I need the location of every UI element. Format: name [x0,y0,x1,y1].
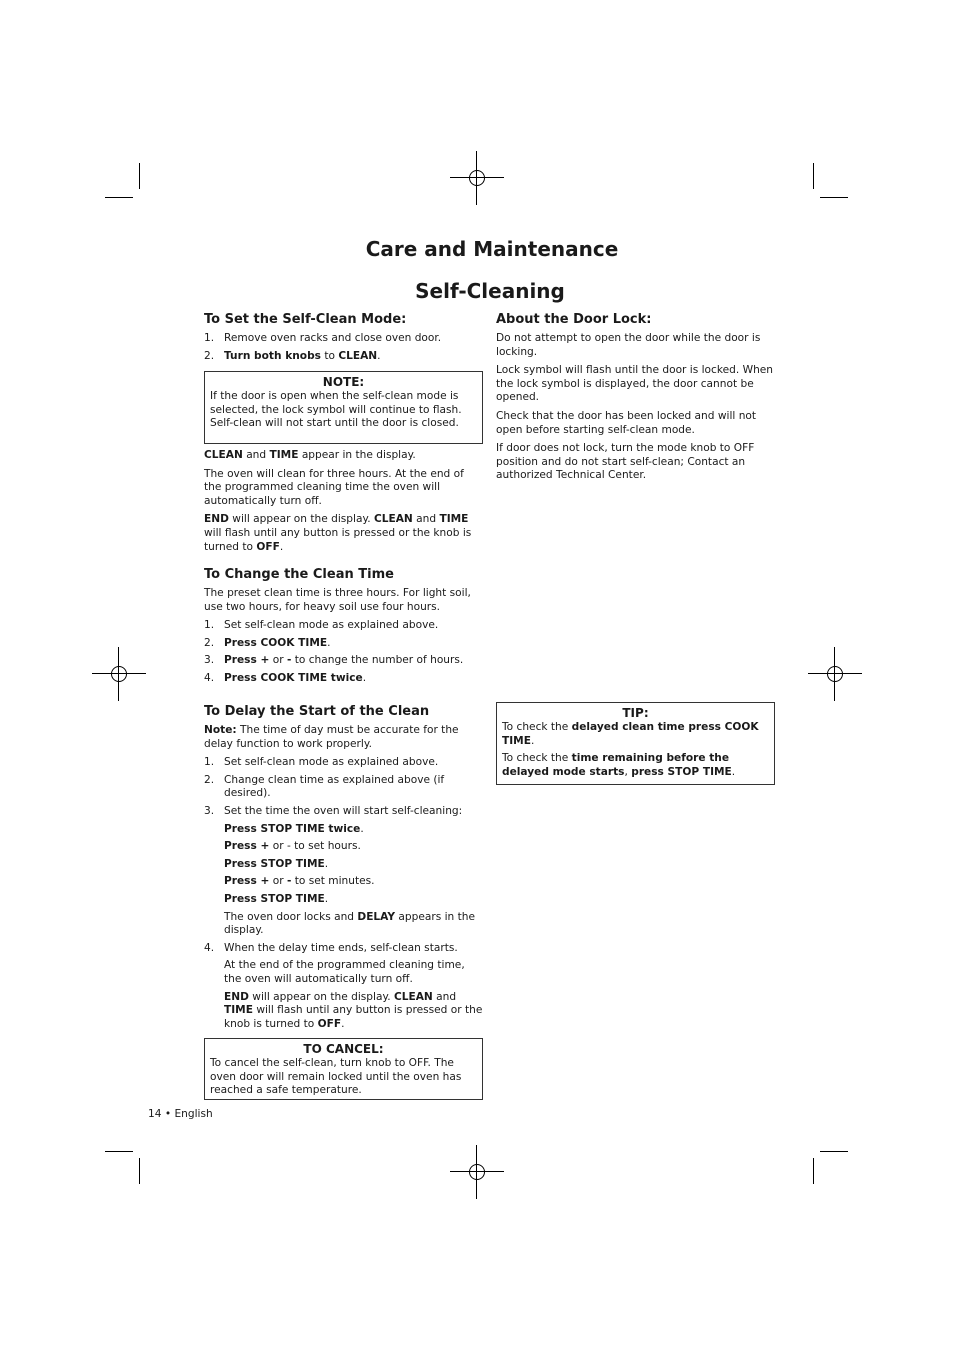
paragraph: Lock symbol will flash until the door is locked. When the lock symbol is displayed, the door cannot be opened. [496,364,774,404]
list-item: 2. Turn both knobs to CLEAN. [204,349,381,362]
list-item: 1. Set self-clean mode as explained above. [204,619,439,632]
registration-mark-left [92,647,146,701]
crop-mark [139,1158,140,1184]
crop-mark [820,197,848,198]
paragraph: Check that the door has been locked and will not open before starting self-clean mode. [496,409,757,436]
paragraph: END will appear on the display. CLEAN and TIME will flash until any button is pressed or the knob is turned to OFF. [204,513,472,553]
paragraph: If door does not lock, turn the mode knob to OFF position and do not start self-clean; Contact an authorized Technical Center. [496,442,755,482]
paragraph: Note: The time of day must be accurate for the delay function to work properly. [204,724,459,750]
registration-mark-top [450,151,504,205]
crop-mark [105,197,133,198]
cancel-box [204,1038,483,1100]
cancel-text: To cancel the self-clean, turn knob to OFF. The oven door will remain locked until the oven has reached a safe temperature. [210,1057,462,1097]
paragraph: The oven will clean for three hours. At the end of the programmed cleaning time the oven will automatically turn off. [204,467,464,507]
sub-step: Press + or - to set minutes. [224,875,375,888]
list-item: 4. Press COOK TIME twice. [204,671,367,684]
sub-step: Press STOP TIME. [224,857,329,870]
registration-mark-bottom [450,1145,504,1199]
crop-mark [105,1151,133,1152]
registration-mark-right [808,647,862,701]
set-mode-section [204,311,484,367]
crop-mark [813,163,814,189]
page-footer: 14 • English [148,1108,213,1120]
crop-mark [820,1151,848,1152]
delay-section [204,703,484,1035]
crop-mark [813,1158,814,1184]
section-title: Self-Cleaning [415,279,565,303]
list-item: 2. Change clean time as explained above (if desired). [204,773,445,800]
list-item: 2. Press COOK TIME. [204,636,331,649]
set-mode-heading: To Set the Self-Clean Mode: [204,312,407,327]
cancel-title: TO CANCEL: [303,1042,384,1056]
paragraph: Do not attempt to open the door while the door is locking. [496,332,761,358]
tip-text: To check the time remaining before the delayed mode starts, press STOP TIME. [502,752,736,778]
tip-text: To check the delayed clean time press COOK TIME. [502,721,759,747]
note-box [204,371,483,444]
clean-info-section [204,449,484,559]
door-lock-section [496,311,774,488]
list-item: 1. Set self-clean mode as explained above. [204,756,439,769]
list-item: 1. Remove oven racks and close oven door. [204,332,442,344]
tip-box [496,702,775,785]
paragraph: CLEAN and TIME appear in the display. [204,449,416,461]
sub-step: At the end of the programmed cleaning time, the oven will automatically turn off. [224,959,465,985]
change-time-heading: To Change the Clean Time [204,567,394,582]
sub-step: The oven door locks and DELAY appears in the display. [224,910,476,937]
note-text: If the door is open when the self-clean mode is selected, the lock symbol will continue to flash. Self-clean will not start until the door is closed. [210,390,462,430]
list-item: 4. When the delay time ends, self-clean starts. [204,941,458,954]
change-time-section [204,566,484,690]
sub-step: Press STOP TIME. [224,892,329,905]
list-item: 3. Set the time the oven will start self-cleaning: [204,804,463,817]
sub-step: END will appear on the display. CLEAN and TIME will flash until any button is pressed or the knob is turned to OFF. [224,990,483,1030]
door-lock-heading: About the Door Lock: [496,312,652,327]
delay-heading: To Delay the Start of the Clean [204,704,430,719]
note-title: NOTE: [322,375,365,389]
page-title: Care and Maintenance [365,237,619,261]
sub-step: Press STOP TIME twice. [224,822,364,835]
paragraph: The preset clean time is three hours. For light soil, use two hours, for heavy soil use four hours. [204,587,471,613]
tip-title: TIP: [622,706,649,720]
sub-step: Press + or - to set hours. [224,840,361,853]
crop-mark [139,163,140,189]
list-item: 3. Press + or - to change the number of hours. [204,654,464,667]
